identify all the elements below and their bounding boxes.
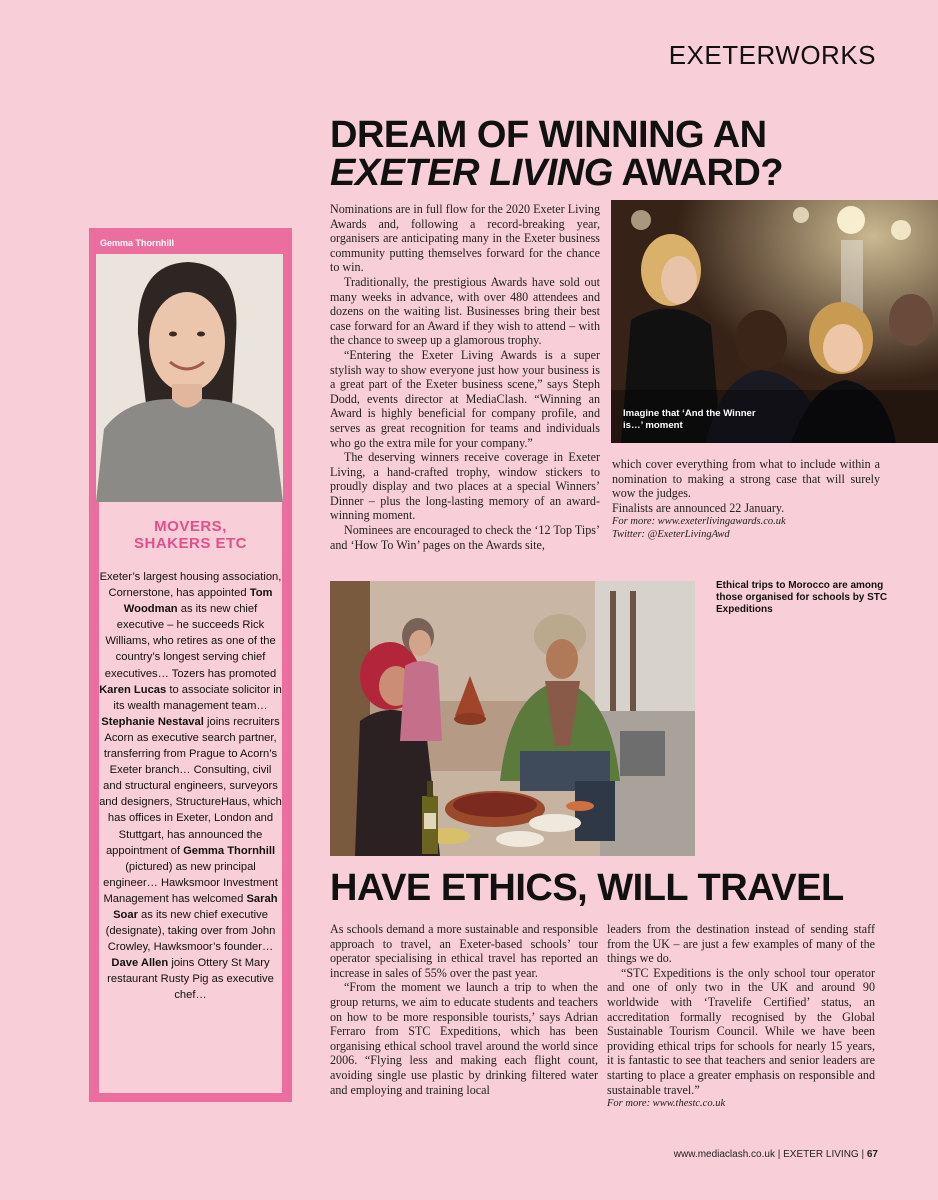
morocco-trip-photo	[330, 581, 695, 856]
awards-column-1	[330, 202, 600, 552]
awards-night-photo	[611, 200, 938, 443]
ethics-paragraph: As schools demand a more sustainable and responsible approach to travel, an Exeter-based schools’ tour operator specialising in ethical travel has reported an increase in sales of 55% over the past year.	[330, 922, 598, 980]
sidebar-body	[99, 569, 282, 1004]
footer-site: www.mediaclash.co.uk	[673, 1149, 775, 1160]
sidebar-text: joins recruiters Acorn as executive search partner, transferring from Prague to Acorn’s Exeter branch… Consulting, civil and structural engineers, surveyors and designers, StructureHaus, which has offices in Exeter, London and Stuttgart, has announced the appointment of	[99, 715, 282, 857]
awards-night-photo-graphic	[611, 200, 938, 443]
sidebar-text: as its new chief executive (designate), taking over from John Crowley, Hawksmoor’s founder…	[105, 908, 276, 954]
headline-awards-line1: DREAM OF WINNING AN	[330, 114, 767, 156]
ethics-website-credit: For more: www.thestc.co.uk	[607, 1098, 726, 1110]
footer-separator: |	[777, 1149, 781, 1160]
awards-paragraph: Nominees are encouraged to check the ‘12 Top Tips’ and ‘How To Win’ pages on the Awards site,	[330, 523, 600, 552]
headline-awards-italic: EXETER LIVING	[330, 152, 613, 194]
awards-paragraph: Traditionally, the prestigious Awards have sold out many weeks in advance, with over 480 attendees and dozens on the waiting list. Businesses bring their best case forward for an Award if they wish to attend – with the chance to sweep up a glamorous trophy.	[330, 274, 600, 348]
awards-paragraph: Nominations are in full flow for the 2020 Exeter Living Awards and, following a record-breaking year, organisers are anticipating many in the Exeter business community putting themselves forward for the chance to win.	[330, 202, 600, 275]
sidebar-text: to associate solicitor in its wealth management team…	[113, 683, 282, 712]
ethics-column-2	[607, 922, 875, 1110]
sidebar-name: Stephanie Nestaval	[101, 715, 204, 728]
ethics-paragraph: “STC Expeditions is the only school tour operator and one of only two in the UK and around 90 worldwide with ‘Travelife Certified’ status, an accreditation formally recognised by the Global Sustainable Tourism Council. While we have been providing ethical trips for schools for nearly 15 years, it is fantastic to see that teachers and senior leaders are starting to place a greater emphasis on responsible and sustainable travel.”	[607, 965, 875, 1097]
section-label: EXETERWORKS	[668, 40, 876, 70]
page-footer	[674, 1149, 878, 1160]
footer-separator: |	[861, 1149, 865, 1160]
awards-photo-caption: Imagine that ‘And the Winner is…’ moment	[623, 408, 756, 431]
morocco-trip-graphic	[330, 581, 695, 856]
headline-awards-end: AWARD?	[612, 152, 784, 194]
page-number: 67	[866, 1149, 878, 1160]
sidebar-name: Gemma Thornhill	[183, 844, 276, 857]
portrait-photo	[96, 254, 283, 502]
awards-paragraph: The deserving winners receive coverage in Exeter Living, a hand-crafted trophy, window stickers to proudly display and two places at a special Winners’ Dinner – plus the long-lasting memory of an award-winning moment.	[330, 450, 600, 523]
sidebar-name: Tom Woodman	[123, 587, 273, 616]
awards-column-2	[612, 457, 880, 541]
awards-paragraph: which cover everything from what to include within a nomination to making a strong case that will surely wow the judges.	[612, 457, 880, 501]
ethics-paragraph: “From the moment we launch a trip to when the group returns, we aim to educate students and teachers on how to be more responsible tourists,’ says Adrian Ferraro from STC Expeditions, which has been organising ethical school travel around the world since 2006. “Flying less and making each flight count, avoiding single use plastic by drinking filtered water and employing and training local	[330, 980, 598, 1097]
ethics-paragraph: leaders from the destination instead of sending staff from the UK – are just a few examples of many of the things we do.	[607, 922, 875, 966]
sidebar-name: Dave Allen	[111, 957, 169, 970]
portrait-graphic	[96, 254, 283, 502]
sidebar-heading	[99, 518, 282, 552]
awards-paragraph: Finalists are announced 22 January.	[612, 500, 785, 515]
headline-ethics: HAVE ETHICS, WILL TRAVEL	[330, 867, 844, 909]
sidebar-heading-line2: SHAKERS ETC	[133, 535, 247, 552]
sidebar-text: (pictured) as new principal engineer… Hawksmoor Investment Management has welcomed	[103, 860, 278, 905]
footer-brand: EXETER LIVING	[783, 1149, 859, 1160]
awards-paragraph: “Entering the Exeter Living Awards is a super stylish way to show everyone just how your business is a great part of the Exeter business scene,” says Steph Dodd, events director at MediaClash. “Winning an Award is highly beneficial for company profile, and serves as great recognition for teams and individuals who go the extra mile for your company.”	[330, 347, 600, 450]
sidebar-heading-line1: MOVERS,	[154, 518, 227, 535]
sidebar-text: as its new chief executive – he succeeds Rick Williams, who retires as one of the country’s longest serving chief executives… Tozers has promoted	[104, 603, 277, 680]
ethics-column-1	[330, 922, 598, 1097]
awards-website-credit: For more: www.exeterlivingawards.co.uk	[612, 516, 786, 528]
sidebar-text: joins Ottery St Mary restaurant Rusty Pig as executive chef…	[107, 957, 274, 1002]
sidebar-name: Karen Lucas	[99, 683, 167, 696]
sidebar-text: Exeter’s largest housing association, Cornerstone, has appointed	[99, 571, 282, 600]
portrait-name: Gemma Thornhill	[100, 238, 175, 248]
headline-awards	[330, 116, 890, 192]
morocco-photo-caption: Ethical trips to Morocco are among those organised for schools by STC Expeditions	[716, 580, 888, 615]
sidebar-name: Sarah Soar	[113, 892, 278, 921]
awards-twitter-credit: Twitter: @ExeterLivingAwd	[612, 529, 730, 541]
